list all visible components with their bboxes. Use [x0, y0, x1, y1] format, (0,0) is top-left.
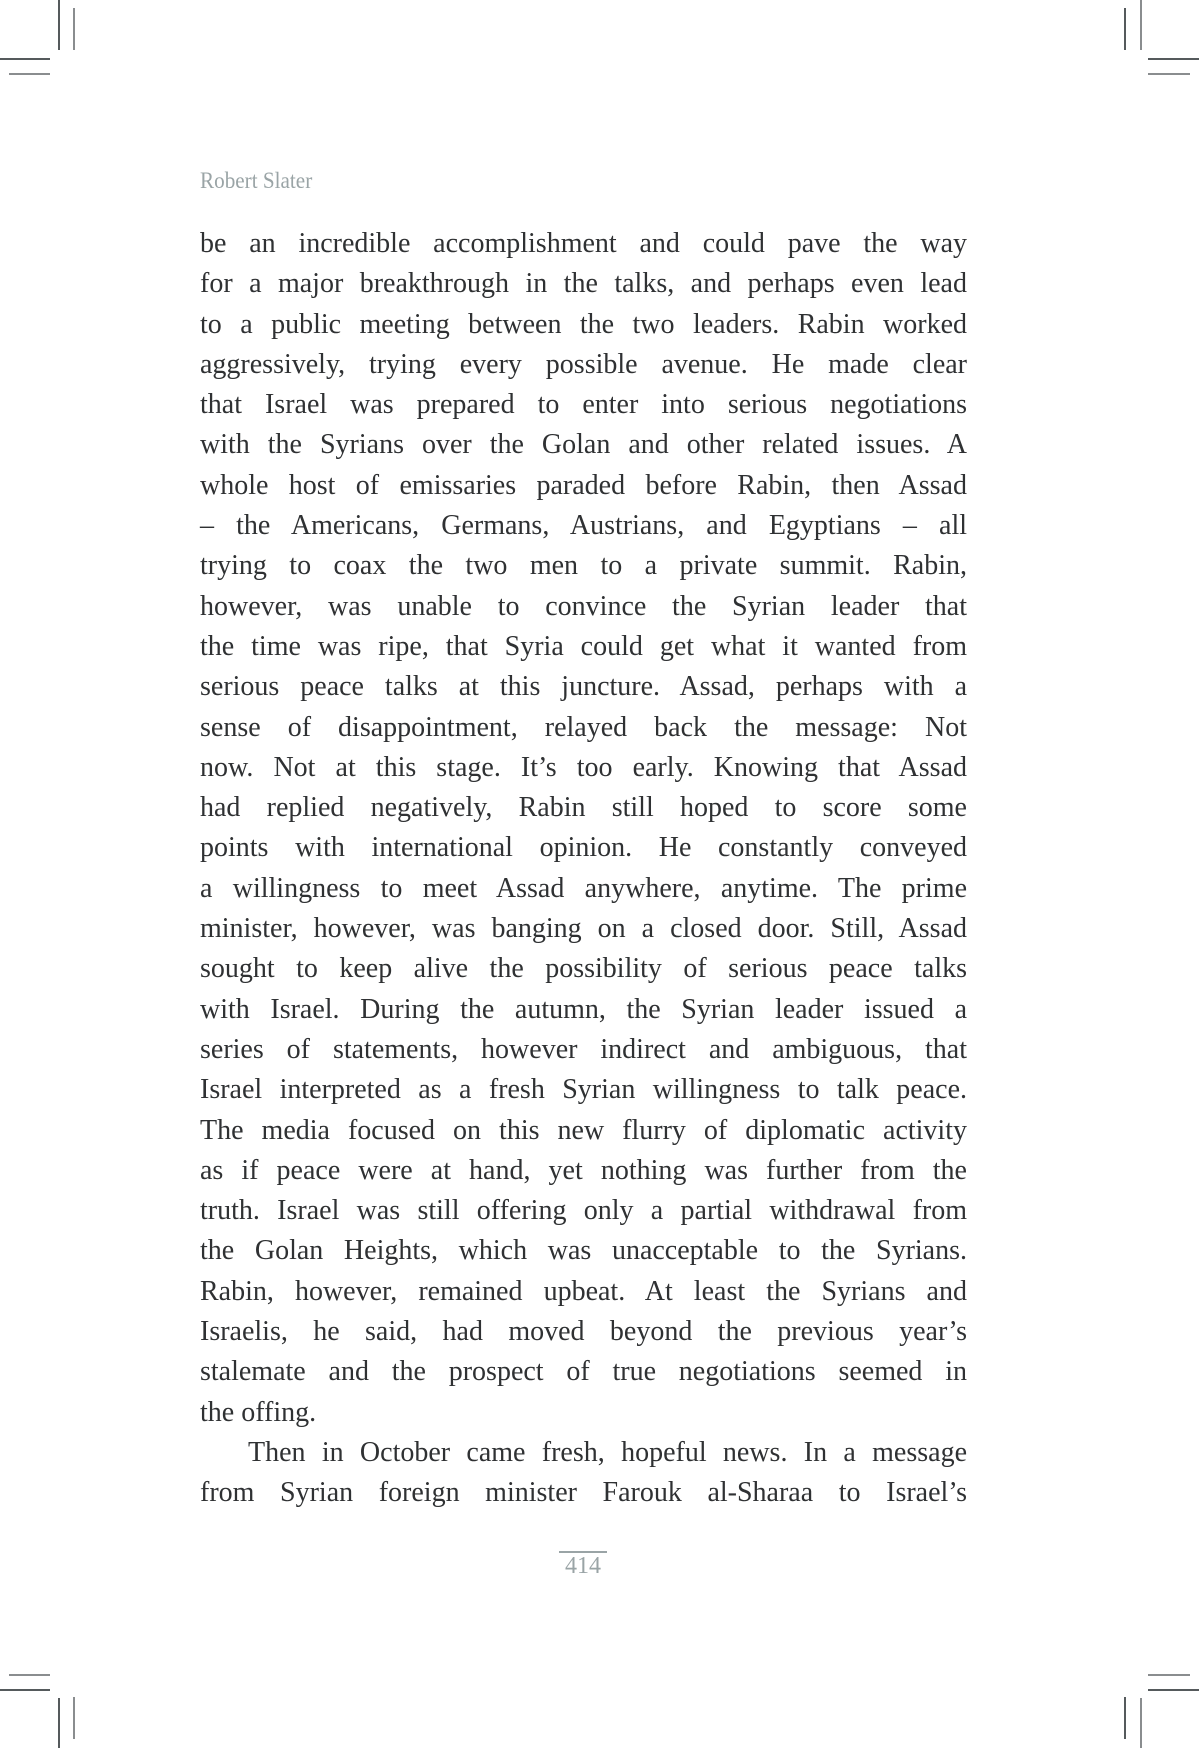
text-line: a willingness to meet Assad anywhere, anytime. The prime	[200, 872, 967, 904]
crop-mark-top-left-vertical-outer	[58, 0, 60, 50]
crop-mark-top-right-vertical-outer	[1140, 0, 1142, 50]
crop-mark-bottom-left-vertical-outer	[58, 1698, 60, 1748]
crop-mark-top-left-vertical-inner	[73, 8, 75, 50]
text-line: however, was unable to convince the Syrian leader that	[200, 590, 967, 622]
crop-mark-top-right-horizontal-inner	[1148, 73, 1190, 75]
text-line: the Golan Heights, which was unacceptable to the Syrians.	[200, 1235, 967, 1267]
text-line: The media focused on this new flurry of diplomatic activity	[200, 1114, 967, 1146]
text-line: for a major breakthrough in the talks, and perhaps even lead	[200, 268, 967, 300]
crop-mark-top-right-horizontal-outer	[1148, 58, 1199, 60]
text-line: whole host of emissaries paraded before Rabin, then Assad	[200, 469, 967, 501]
crop-mark-bottom-left-horizontal-inner	[9, 1674, 50, 1676]
text-line: from Syrian foreign minister Farouk al-Sharaa to Israel’s	[200, 1477, 967, 1509]
text-line: – the Americans, Germans, Austrians, and Egyptians – all	[200, 510, 967, 542]
text-line: with the Syrians over the Golan and other related issues. A	[200, 429, 967, 461]
text-line: Israelis, he said, had moved beyond the previous year’s	[200, 1316, 967, 1348]
text-line: truth. Israel was still offering only a partial withdrawal from	[200, 1195, 967, 1227]
paragraph-start-line: Then in October came fresh, hopeful news. In a message	[248, 1436, 967, 1468]
crop-mark-bottom-right-vertical-outer	[1140, 1698, 1142, 1748]
text-line: serious peace talks at this juncture. Assad, perhaps with a	[200, 671, 967, 703]
text-line: sought to keep alive the possibility of serious peace talks	[200, 953, 967, 985]
text-line: with Israel. During the autumn, the Syrian leader issued a	[200, 993, 967, 1025]
text-line: be an incredible accomplishment and could pave the way	[200, 228, 967, 259]
text-line: as if peace were at hand, yet nothing was further from the	[200, 1154, 967, 1186]
crop-mark-top-right-vertical-inner	[1124, 8, 1126, 50]
text-line: minister, however, was banging on a closed door. Still, Assad	[200, 913, 967, 945]
crop-mark-top-left-horizontal-inner	[9, 73, 50, 75]
text-line: the time was ripe, that Syria could get what it wanted from	[200, 630, 967, 662]
crop-mark-bottom-right-horizontal-inner	[1148, 1674, 1190, 1676]
crop-mark-bottom-right-horizontal-outer	[1148, 1689, 1199, 1691]
crop-mark-bottom-right-vertical-inner	[1124, 1697, 1126, 1739]
text-line: sense of disappointment, relayed back the message: Not	[200, 711, 967, 743]
paragraph-end-line: the offing.	[200, 1396, 317, 1428]
text-line: series of statements, however indirect and ambiguous, that	[200, 1033, 967, 1065]
crop-mark-bottom-left-vertical-inner	[73, 1697, 75, 1739]
text-line: to a public meeting between the two leaders. Rabin worked	[200, 308, 967, 340]
running-head-author: Robert Slater	[200, 168, 313, 193]
text-line: stalemate and the prospect of true negotiations seemed in	[200, 1356, 967, 1388]
text-line: Israel interpreted as a fresh Syrian willingness to talk peace.	[200, 1074, 967, 1106]
text-line: points with international opinion. He constantly conveyed	[200, 832, 967, 864]
crop-mark-bottom-left-horizontal-outer	[0, 1689, 50, 1691]
page-number: 414	[565, 1553, 601, 1579]
text-line: trying to coax the two men to a private summit. Rabin,	[200, 550, 967, 582]
text-line: aggressively, trying every possible avenue. He made clear	[200, 348, 967, 380]
crop-mark-top-left-horizontal-outer	[0, 58, 50, 60]
text-line: now. Not at this stage. It’s too early. Knowing that Assad	[200, 751, 967, 783]
text-line: had replied negatively, Rabin still hoped to score some	[200, 792, 967, 824]
body-text	[200, 224, 967, 1514]
text-line: Rabin, however, remained upbeat. At least the Syrians and	[200, 1275, 967, 1307]
text-line: that Israel was prepared to enter into serious negotiations	[200, 389, 967, 421]
